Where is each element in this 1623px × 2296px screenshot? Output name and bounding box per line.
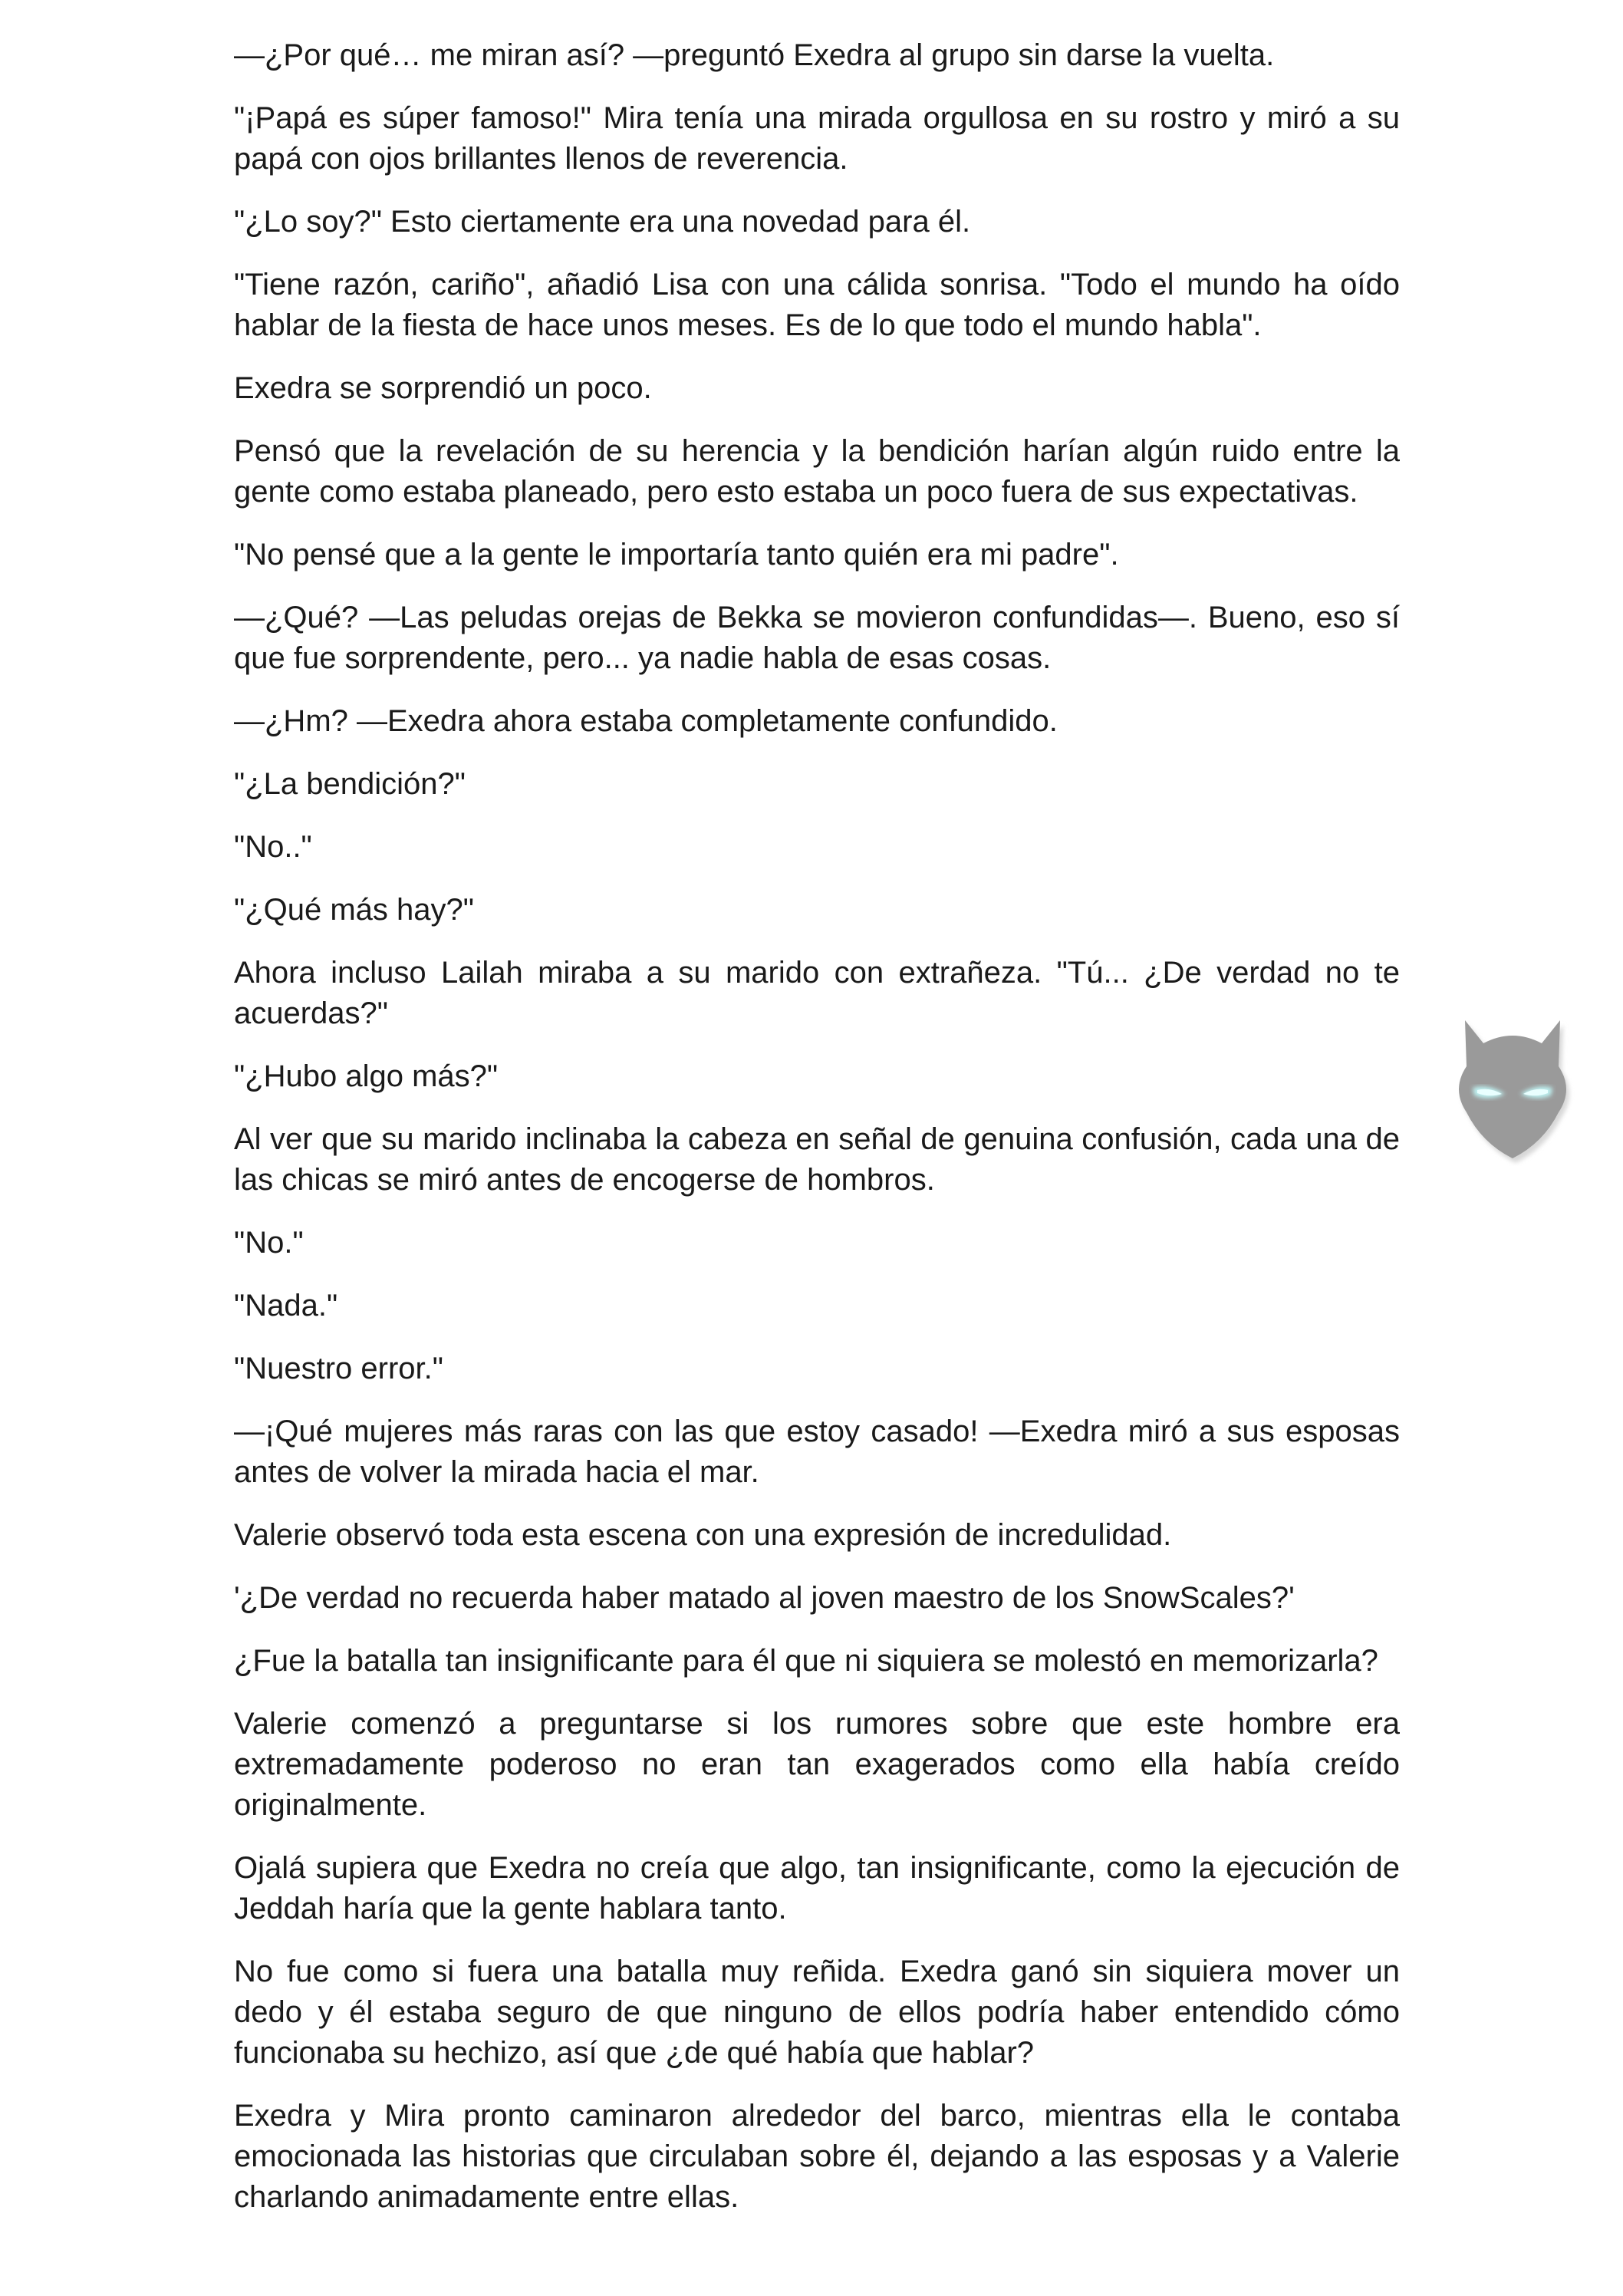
paragraph: Ahora incluso Lailah miraba a su marido con extrañeza. "Tú... ¿De verdad no te acuerdas?" <box>234 956 1400 1030</box>
paragraph: Ojalá supiera que Exedra no creía que algo, tan insignificante, como la ejecución de Jeddah haría que la gente hablara tanto. <box>234 1851 1400 1925</box>
paragraph: "¿La bendición?" <box>234 767 466 801</box>
paragraph: "Nuestro error." <box>234 1352 443 1385</box>
paragraph: —¡Qué mujeres más raras con las que estoy casado! —Exedra miró a sus esposas antes de volver la mirada hacia el mar. <box>234 1415 1400 1489</box>
paragraph: "No pensé que a la gente le importaría tanto quién era mi padre". <box>234 538 1119 572</box>
paragraph: Al ver que su marido inclinaba la cabeza en señal de genuina confusión, cada una de las chicas se miró antes de encogerse de hombros. <box>234 1122 1400 1197</box>
paragraph: —¿Qué? —Las peludas orejas de Bekka se movieron confundidas—. Bueno, eso sí que fue sorprendente, pero... ya nadie habla de esas cosas. <box>234 601 1400 675</box>
paragraph: '¿De verdad no recuerda haber matado al joven maestro de los SnowScales?' <box>234 1581 1295 1615</box>
paragraph: "¡Papá es súper famoso!" Mira tenía una mirada orgullosa en su rostro y miró a su papá con ojos brillantes llenos de reverencia. <box>234 101 1400 176</box>
paragraph: Pensó que la revelación de su herencia y la bendición harían algún ruido entre la gente como estaba planeado, pero esto estaba un poco fuera de sus expectativas. <box>234 434 1400 509</box>
paragraph: Valerie observó toda esta escena con una expresión de incredulidad. <box>234 1518 1172 1552</box>
demon-head-icon <box>1444 997 1582 1166</box>
paragraph: —¿Hm? —Exedra ahora estaba completamente confundido. <box>234 704 1058 738</box>
paragraph: No fue como si fuera una batalla muy reñida. Exedra ganó sin siquiera mover un dedo y él estaba seguro de que ninguno de ellos podría haber entendido cómo funcionaba su hechizo, así que ¿de qué había que hablar? <box>234 1955 1400 2070</box>
document-body <box>234 35 1400 2240</box>
paragraph: "¿Lo soy?" Esto ciertamente era una novedad para él. <box>234 205 971 239</box>
paragraph: Valerie comenzó a preguntarse si los rumores sobre que este hombre era extremadamente poderoso no eran tan exagerados como ella había creído originalmente. <box>234 1707 1400 1822</box>
paragraph: Exedra y Mira pronto caminaron alrededor del barco, mientras ella le contaba emocionada las historias que circulaban sobre él, dejando a las esposas y a Valerie charlando animadamente entre ellas. <box>234 2099 1400 2214</box>
paragraph: "No.." <box>234 830 312 864</box>
paragraph: "¿Hubo algo más?" <box>234 1059 499 1093</box>
paragraph: —¿Por qué… me miran así? —preguntó Exedra al grupo sin darse la vuelta. <box>234 38 1275 72</box>
paragraph: "Tiene razón, cariño", añadió Lisa con una cálida sonrisa. "Todo el mundo ha oído hablar de la fiesta de hace unos meses. Es de lo que todo el mundo habla". <box>234 268 1400 342</box>
paragraph: "Nada." <box>234 1289 338 1323</box>
paragraph: "¿Qué más hay?" <box>234 893 474 927</box>
paragraph: ¿Fue la batalla tan insignificante para él que ni siquiera se molestó en memorizarla? <box>234 1644 1378 1678</box>
paragraph: Exedra se sorprendió un poco. <box>234 371 652 405</box>
paragraph: "No." <box>234 1226 304 1260</box>
